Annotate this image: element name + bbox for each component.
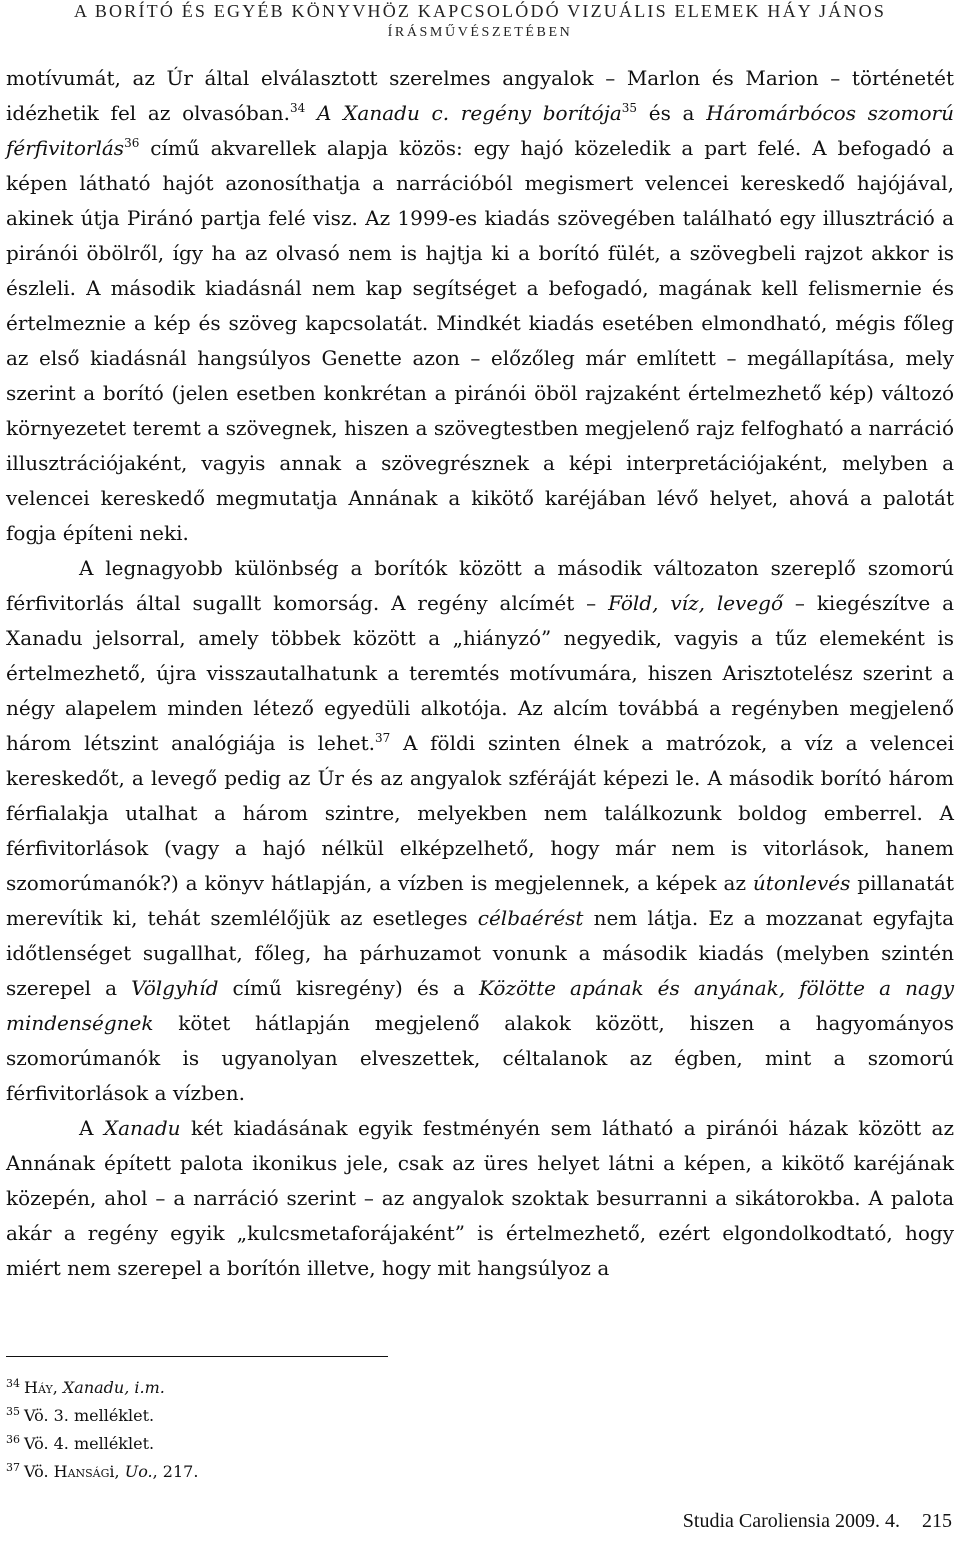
footnote-text: , 217. (152, 1462, 199, 1481)
footnote-separator-text: , (52, 1378, 63, 1397)
page-footer (683, 1508, 952, 1534)
footnote-separator (6, 1356, 388, 1357)
p1-text-a: motívumát, az Úr által elválasztott szerelmes angyalok – Marlon és Marion – történetét idézhetik fel az olvasóban. (6, 66, 954, 125)
footnote-title: Xanadu, i.m. (62, 1378, 165, 1397)
running-header-line-2: ÍRÁSMŰVÉSZETÉBEN (387, 25, 573, 40)
footnote-number: 34 (6, 1377, 20, 1390)
p3-text-c: két kiadásának egyik festményén sem látható a piránói házak között az Annának épített palota ikonikus jele, csak az üres helyet látni a képen, a kikötő karéjának közepén, ahol – a narráció szerint – az angyalok szoktak besurranni a sikátorokba. A palota akár a regény egyik „kulcsmetaforájaként” is értelmezhető, ezért elgondolkodtató, hogy miért nem szerepel a borítón illetve, hogy mit hangsúlyoz a (6, 1116, 954, 1280)
p2-text-c: – kiegészítve a Xanadu jelsorral, amely többek között a „hiányzó” negyedik, vagyis a tűz elemeként is értelmezhető, újra visszautalhatunk a teremtés motívumára, hiszen Arisztotelész szerint a négy alapelem minden létező egyedüli alkotója. Az alcím továbbá a regényben megjelenő három létszint analógiája is lehet. (6, 591, 954, 755)
p2-text-a: A legnagyobb különbség a borítók között a második változaton szereplő szomorú férfivitorlás által sugallt komorság. A regény alcímét – (6, 556, 954, 615)
footnote-ref-34[interactable]: 34 (290, 101, 306, 115)
p2-italic-volgyhid: Völgyhíd (131, 976, 219, 1000)
page-number: 215 (922, 1510, 952, 1532)
paragraph-1 (6, 61, 954, 551)
p1-text-c: és a (637, 101, 707, 125)
footnote-34 (6, 1374, 606, 1402)
journal-name: Studia Caroliensia 2009. 4. (682, 1510, 900, 1532)
footnotes (6, 1374, 606, 1486)
footnote-36 (6, 1430, 606, 1458)
p2-italic-utonleves: útonlevés (752, 871, 851, 895)
footnote-text: Vö. 4. melléklet. (24, 1434, 155, 1453)
footnote-author: Háy (24, 1378, 53, 1397)
main-text (6, 61, 954, 1286)
p2-text-l: kötet hátlapján megjelenő alakok között, hiszen a hagyományos szomorúmanók is ugyanolyan elveszettek, céltalanok az égben, mint a szomorú férfivitorlások a vízben. (6, 1011, 954, 1105)
footnote-number: 36 (6, 1433, 20, 1446)
p2-text-d: A földi szinten élnek a matrózok, a víz a velencei kereskedőt, a levegő pedig az Úr és az angyalok szféráját képezi le. A második borító három férfialakja utalhat a három szintre, melyekben nem találkozunk boldog emberrel. A férfivitorlások (vagy a hajó nélkül elképzelhető, hogy már nem is vitorlások, hanem szomorúmanók?) a könyv hátlapján, a vízben is megjelennek, a képek az (6, 731, 954, 895)
p3-italic-xanadu: Xanadu (103, 1116, 181, 1140)
p1-text-e: című akvarellek alapja közös: egy hajó közeledik a part felé. A befogadó a képen látható hajót azonosíthatja a narrációból megismert velencei kereskedő hajójával, akinek útja Piránó partja felé visz. Az 1999-es kiadás szövegében található egy illusztráció a piránói öbölről, így ha az olvasó nem is hajtja ki a borító fülét, a szövegbeli rajzot akkor is észleli. A második kiadásnál nem kap segítséget a befogadó, magának kell felismernie és értelmeznie a kép és szöveg kapcsolatát. Mindkét kiadás esetében elmondható, mégis főleg az első kiadásnál hangsúlyos Genette azon – előzőleg már említett – megállapítása, mely szerint a borító (jelen esetben konkrétan a piránói öböl rajzaként értelmezhető kép) változó környezetet teremt a szövegnek, hiszen a szövegtestben megjelenő rajz felfogható a narráció illusztrációjaként, vagyis annak a szövegrésznek a képi interpretációjaként, melyben a velencei kereskedő megmutatja Annának a kikötő karéjában lévő helyet, ahová a palotát fogja építeni neki. (6, 136, 954, 545)
footnote-ref-35[interactable]: 35 (621, 101, 638, 115)
footnote-author: Hanság (53, 1462, 110, 1481)
footnote-ref-36[interactable]: 36 (124, 136, 140, 150)
footnote-text: Vö. 3. melléklet. (24, 1406, 155, 1425)
footnote-37 (6, 1458, 606, 1486)
footnote-title: Uo. (124, 1462, 153, 1481)
paragraph-2 (6, 551, 954, 1111)
p2-text-f: pillanatát merevítik ki, tehát szemlélőjük az esetleges (6, 871, 955, 930)
footnote-ref-37[interactable]: 37 (375, 731, 391, 745)
p2-text-h: nem látja. Ez a mozzanat egyfajta időtlenséget sugallhat, főleg, ha párhuzamot vonunk a második kiadás (melyben szintén szerepel a (6, 906, 955, 1000)
paragraph-3 (6, 1111, 954, 1286)
running-header (0, 0, 960, 44)
footnote-35 (6, 1402, 606, 1430)
p2-italic-kozotte: Közötte apának és anyának, fölötte a nagy mindenségnek (6, 976, 954, 1035)
footnote-number: 37 (6, 1461, 20, 1474)
footnote-separator-text: i, (109, 1462, 125, 1481)
p3-text-a: A (79, 1116, 104, 1140)
p2-italic-celbaeres: célbaérést (477, 906, 584, 930)
p2-italic-subtitle: Föld, víz, levegő (608, 591, 784, 615)
running-header-line-1: A BORÍTÓ ÉS EGYÉB KÖNYVHÖZ KAPCSOLÓDÓ VIZUÁLIS ELEMEK HÁY JÁNOS (73, 1, 887, 21)
footnote-number: 35 (6, 1405, 20, 1418)
p1-italic-xanadu-cover: A Xanadu c. regény borítója (305, 101, 622, 125)
p2-text-j: című kisregény) és a (218, 976, 480, 1000)
footnote-prefix: Vö. (24, 1462, 54, 1481)
p1-italic-watercolor-title: Háromárbócos szomorú férfivitorlás (6, 101, 954, 160)
